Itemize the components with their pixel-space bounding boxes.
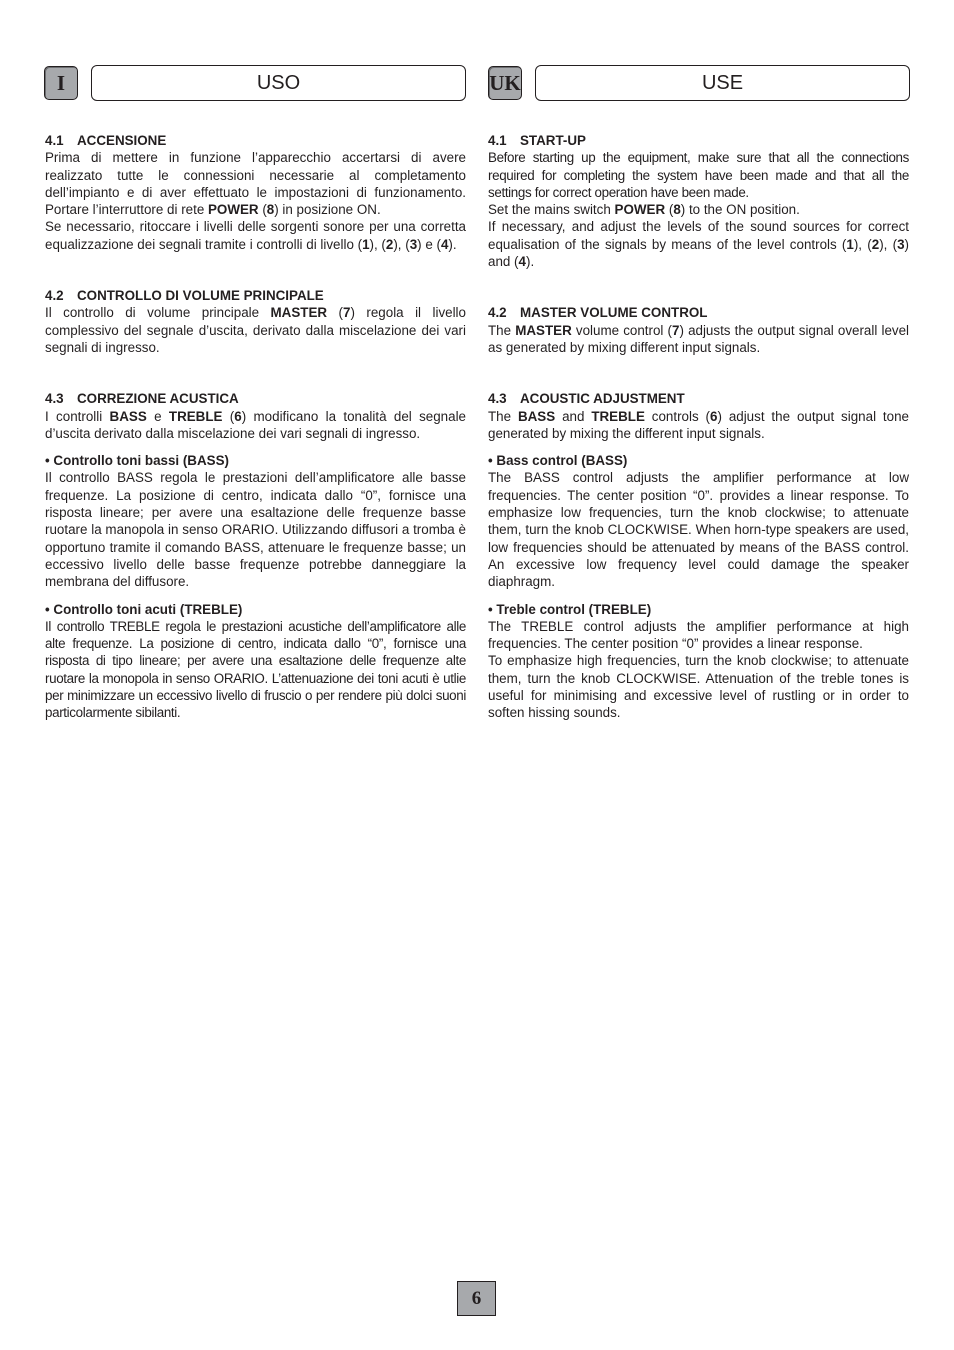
english-column [488,132,909,722]
subheading-bass-en: • Bass control (BASS) [488,453,628,469]
paragraph-bass-en: The BASS control adjusts the amplifier performance at low frequencies. The center position “0”. provides a linear response. To emphasize low frequencies, turn the knob clockwise; to attenuate them, turn the knob CLOCKWISE. When horn-type speakers are used, low frequencies should be attenuated by means of the BASS control. An excessive low frequency level could damage the speaker diaphragm. [488,470,909,590]
heading-master-volume: 4.2 MASTER VOLUME CONTROL [488,305,708,321]
paragraph-master-volume: The MASTER volume control (7) adjusts the output signal overall level as generated by mixing different input signals. [488,322,910,355]
paragraph-correzione-acustica: I controlli BASS e TREBLE (6) modificano la tonalità del segnale d’uscita derivato dalla miscelazione dei vari segnali di ingresso. [45,408,466,441]
paragraph-accensione-1: Prima di mettere in funzione l’apparecchio accertarsi di avere realizzato tutte le connessioni necessarie al completamento dell’impianto e di aver effettuato le impostazioni di funzionamento. Portare l’interruttore di rete POWER (8) in posizione ON. [45,150,466,218]
language-badge-italian: I [44,66,78,100]
language-badge-english: UK [488,66,522,100]
paragraph-start-up-2: Set the mains switch POWER (8) to the ON position. [488,202,800,218]
section-title-use: USE [535,65,910,101]
paragraph-acoustic-adjustment: The BASS and TREBLE controls (6) adjust the output signal tone generated by mixing the different input signals. [488,408,909,441]
heading-accensione: 4.1 ACCENSIONE [45,133,167,148]
subheading-treble-en: • Treble control (TREBLE) [488,601,652,617]
heading-start-up: 4.1 START-UP [488,133,586,148]
subheading-treble-it: • Controllo toni acuti (TREBLE) [45,601,243,617]
section-title-uso: USO [91,65,466,101]
page-number: 6 [457,1281,496,1316]
paragraph-treble-it: Il controllo TREBLE regola le prestazioni acustiche dell’amplificatore alle alte frequenze. La posizione di centro, indicata dallo “0”, fornisce una risposta di tipo lineare; per avere una esaltazione delle frequenze alte ruotare la monopola in senso ORARIO. L’attenuazione dei toni acuti è utlie per minimizzare un eccessivo livello di fruscio o per rendere più dolci suoni particolarmente sibilanti. [45,618,466,721]
paragraph-start-up-1: Before starting up the equipment, make sure that all the connections required for completing the system have been made and that all the settings for correct operation have been made. [488,150,909,200]
paragraph-accensione-2: Se necessario, ritoccare i livelli delle sorgenti sonore per una corretta equalizzazione dei segnali tramite i controlli di livello (1), (2), (3) e (4). [45,219,466,252]
heading-correzione-acustica: 4.3 CORREZIONE ACUSTICA [45,391,239,407]
heading-controllo-volume: 4.2 CONTROLLO DI VOLUME PRINCIPALE [45,288,324,304]
heading-acoustic-adjustment: 4.3 ACOUSTIC ADJUSTMENT [488,391,685,407]
paragraph-treble-en-1: The TREBLE control adjusts the amplifier performance at high frequencies. The center position “0” provides a linear response. [488,618,909,652]
paragraph-bass-it: Il controllo BASS regola le prestazioni dell’amplificatore alle basse frequenze. La posizione di centro, indicata dallo “0”, fornisce una risposta lineare; per avere una esaltazione delle frequenze basse ruotare la manopola in senso ORARIO. Utilizzando diffusori a tromba è opportuno tramite il comando BASS, attenuare le frequenze basse; un eccessivo livello delle basse frequenze potrebbe danneggiare la membrana del diffusore. [45,470,466,590]
paragraph-treble-en-2: To emphasize high frequencies, turn the knob clockwise; to attenuate them, turn the knob CLOCKWISE. Attenuation of the treble tones is useful for minimising and excessive level of rustling or in order to soften hissing sounds. [488,653,909,721]
paragraph-controllo-volume: Il controllo di volume principale MASTER (7) regola il livello complessivo del segnale d’uscita, derivato dalla miscelazione dei vari segnali di ingresso. [45,305,466,355]
subheading-bass-it: • Controllo toni bassi (BASS) [45,453,229,469]
paragraph-start-up-3: If necessary, and adjust the levels of the sound sources for correct equalisation of the signals by means of the level controls (1), (2), (3) and (4). [488,219,909,270]
italian-column [45,132,466,722]
